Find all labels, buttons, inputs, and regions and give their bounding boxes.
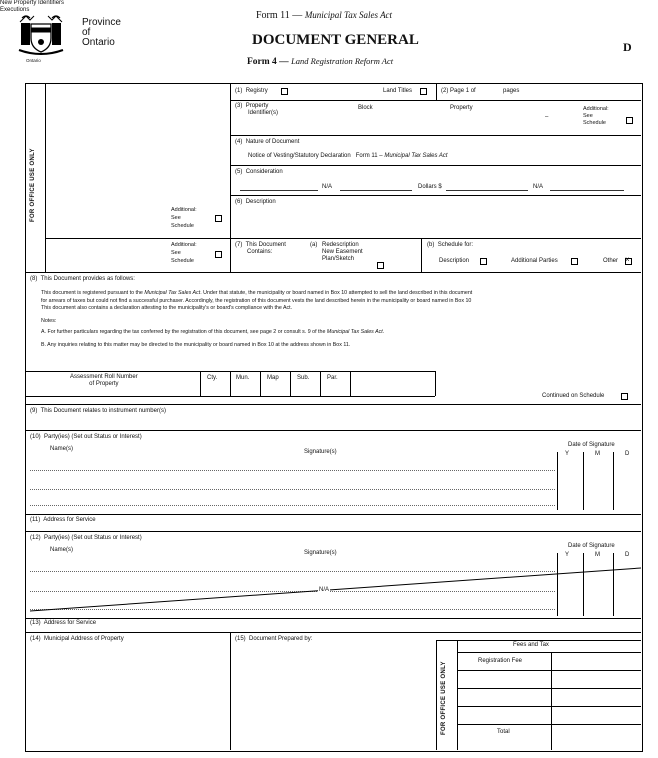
box3-see-label: See [583, 113, 593, 119]
box9-number: (9) [30, 408, 38, 414]
box2 [441, 88, 476, 95]
box3-schedule-label: Schedule [583, 120, 606, 126]
box4-title [235, 139, 299, 146]
npi-schedule-checkbox[interactable] [215, 215, 222, 222]
party-line[interactable] [30, 489, 555, 490]
nature-value-text: Notice of Vesting/Statutory Declaration [248, 153, 351, 159]
box12-number: (12) [30, 535, 41, 541]
roll-number-header [70, 374, 138, 388]
signatures-header: Signature(s) [304, 449, 337, 455]
consideration-na1[interactable]: N/A [322, 184, 333, 190]
property-dash: – [545, 114, 549, 120]
box1-number: (1) [235, 88, 243, 94]
box12-title [30, 535, 142, 542]
para1-line2: for arrears of taxes but could not find a successful purchaser. Accordingly, the registration of this document vests the land described herein in the municipality or board named in Box 10 [41, 297, 472, 304]
exec-additional-label: Additional: [171, 242, 197, 248]
address-for-service-label: Address for Service [43, 517, 96, 523]
form11-label: Form 11 — [256, 10, 303, 21]
plan-sketch-checkbox[interactable] [377, 262, 384, 269]
additional-parties-label: Additional Parties [511, 258, 558, 264]
box8-number: (8) [30, 276, 38, 282]
nature-of-document-value[interactable] [248, 153, 448, 160]
box3 [235, 103, 278, 117]
box8-title [30, 276, 135, 283]
form4-label: Form 4 — [247, 57, 289, 67]
note-a-act: Municipal Tax Sales Act [326, 329, 383, 335]
par-header: Par. [327, 375, 338, 381]
box5-number: (5) [235, 169, 243, 175]
exec-schedule-label: Schedule [171, 258, 194, 264]
box7-number: (7) [235, 242, 243, 248]
box3-additional-label: Additional: [583, 106, 609, 112]
redescription-label: Redescription [322, 242, 359, 248]
office-use-label-bottom: FOR OFFICE USE ONLY [441, 661, 447, 735]
contains-label: Contains: [247, 249, 273, 255]
box11-title [30, 517, 96, 524]
parties2-label: Party(ies) (Set out Status or Interest) [44, 535, 142, 541]
office-use-label-left: FOR OFFICE USE ONLY [30, 148, 36, 222]
other-checkbox[interactable] [625, 258, 632, 265]
executions-label: Executions [0, 6, 30, 13]
party2-na: N/A [319, 587, 330, 593]
year-header: Y [565, 451, 570, 457]
box6-number: (6) [235, 199, 243, 205]
form11-act: Municipal Tax Sales Act [304, 10, 393, 20]
day2-header: D [625, 552, 630, 558]
party-line[interactable] [30, 470, 555, 471]
left-see-label: See [171, 215, 181, 221]
notes-label: Notes: [41, 317, 57, 324]
map-header: Map [267, 375, 279, 381]
signatures2-header: Signature(s) [304, 550, 337, 556]
additional-parties-checkbox[interactable] [571, 258, 578, 265]
registration-fee-label: Registration Fee [478, 658, 523, 664]
box6-title [235, 199, 276, 206]
land-titles-label: Land Titles [383, 88, 413, 94]
ontario-coat-of-arms [16, 12, 66, 60]
form4-act: Land Registration Reform Act [291, 56, 394, 66]
consideration-na2[interactable]: N/A [533, 184, 544, 190]
box2-number: (2) [441, 88, 449, 94]
day-header: D [625, 451, 630, 457]
new-easement-label: New Easement [322, 249, 363, 255]
property2-label: Property [450, 105, 473, 111]
month-header: M [595, 451, 600, 457]
box5-title [235, 169, 283, 176]
box15-number: (15) [235, 636, 246, 642]
nature-of-document-label: Nature of Document [245, 139, 300, 145]
this-document-label: This Document [245, 242, 286, 248]
new-property-identifiers-label: New Property Identifiers [0, 0, 65, 6]
other-label: Other [603, 258, 619, 264]
of-label: of [470, 88, 476, 94]
registry-label: Registry [245, 88, 268, 94]
month2-header: M [595, 552, 600, 558]
box11-number: (11) [30, 517, 41, 523]
box7 [235, 242, 286, 256]
roll-title2: of Property [89, 381, 119, 387]
note-a-text: A. For further particulars regarding the tax conferred by the registration of this document, see page 2 or consult s. 9 of the [41, 329, 326, 335]
nature-form-text: Form 11 – [355, 153, 383, 159]
seal-caption: Ontario [26, 58, 41, 63]
box15-title [235, 636, 312, 643]
names-header: Name(s) [50, 446, 74, 452]
continued-schedule-checkbox[interactable] [621, 393, 628, 400]
property-schedule-checkbox[interactable] [626, 117, 633, 124]
municipal-address-label: Municipal Address of Property [44, 636, 124, 642]
form-letter: D [623, 40, 632, 54]
total-label: Total [497, 729, 510, 735]
pages-label: pages [503, 88, 520, 94]
box3-number: (3) [235, 103, 243, 109]
page-label: Page [450, 88, 465, 94]
box4-number: (4) [235, 139, 243, 145]
block-label: Block [358, 105, 373, 111]
party-line[interactable] [30, 505, 555, 506]
exec-see-label: See [171, 250, 181, 256]
para1-text-a: This document is registered pursuant to the [41, 290, 143, 296]
parties-label: Party(ies) (Set out Status or Interest) [44, 434, 142, 440]
dollars-label: Dollars $ [418, 184, 442, 190]
box7b [427, 242, 473, 249]
land-titles-checkbox[interactable] [420, 88, 427, 95]
box14-title [30, 636, 124, 643]
box14-number: (14) [30, 636, 41, 642]
para1-act: Municipal Tax Sales Act [144, 290, 201, 296]
identifiers-label: Identifier(s) [248, 110, 279, 116]
province-line1: Province [82, 17, 121, 28]
prepared-by-label: Document Prepared by: [249, 636, 313, 642]
schedule-for-label: Schedule for: [437, 242, 474, 248]
executions-schedule-checkbox[interactable] [215, 251, 222, 258]
provides-label: This Document provides as follows: [40, 276, 135, 282]
roll-title1: Assessment Roll Number [70, 374, 138, 380]
para1-text-b: . Under that statute, the municipality or board named in Box 10 attempted to sell the land described in this document [200, 290, 473, 296]
box7a-letter: (a) [310, 242, 318, 248]
schedule-description-label: Description [439, 258, 470, 264]
left-additional-label: Additional: [171, 207, 197, 213]
date-of-signature-header: Date of Signature [568, 442, 615, 448]
cty-header: Cty. [207, 375, 218, 381]
mun-header: Mun. [236, 375, 250, 381]
province-line2: of [82, 27, 91, 38]
note-a-end: . [382, 329, 385, 335]
box8-paragraph [41, 290, 472, 349]
plan-sketch-label: Plan/Sketch [322, 256, 355, 262]
page-number-value[interactable]: 1 [465, 88, 470, 94]
coat-of-arms-icon [16, 12, 66, 60]
form4-heading [247, 56, 393, 67]
fees-and-tax-header: Fees and Tax [513, 642, 549, 648]
names2-header: Name(s) [50, 547, 74, 553]
note-b-text: B. Any inquiries relating to this matter may be directed to the municipality or board named in Box 10 at the address shown in Box 11. [41, 341, 351, 348]
address-for-service2-label: Address for Service [43, 620, 97, 626]
box9-title [30, 408, 166, 415]
nature-act-text: Municipal Tax Sales Act [384, 153, 448, 159]
box10-number: (10) [30, 434, 41, 440]
description-label: Description [245, 199, 276, 205]
form11-heading [256, 10, 392, 21]
province-line3: Ontario [82, 37, 115, 48]
date-of-signature2-header: Date of Signature [568, 543, 615, 549]
property-label: Property [245, 103, 269, 109]
document-title: DOCUMENT GENERAL [252, 32, 419, 48]
box1 [235, 88, 268, 95]
para1-line3: This document also contains a declaration attesting to the municipality's or board's compliance with the Act. [41, 305, 293, 311]
box13-title [30, 620, 96, 627]
year2-header: Y [565, 552, 570, 558]
registry-checkbox[interactable] [281, 88, 288, 95]
consideration-label: Consideration [245, 169, 283, 175]
sub-header: Sub. [297, 375, 310, 381]
box7b-letter: (b) [427, 242, 435, 248]
continued-on-schedule-label: Continued on Schedule [542, 393, 605, 399]
box10-title [30, 434, 142, 441]
instrument-numbers-label: This Document relates to instrument number(s) [40, 408, 166, 414]
left-schedule-label: Schedule [171, 223, 194, 229]
na-strike-line [30, 565, 642, 615]
box13-number: (13) [30, 620, 41, 626]
schedule-description-checkbox[interactable] [480, 258, 487, 265]
